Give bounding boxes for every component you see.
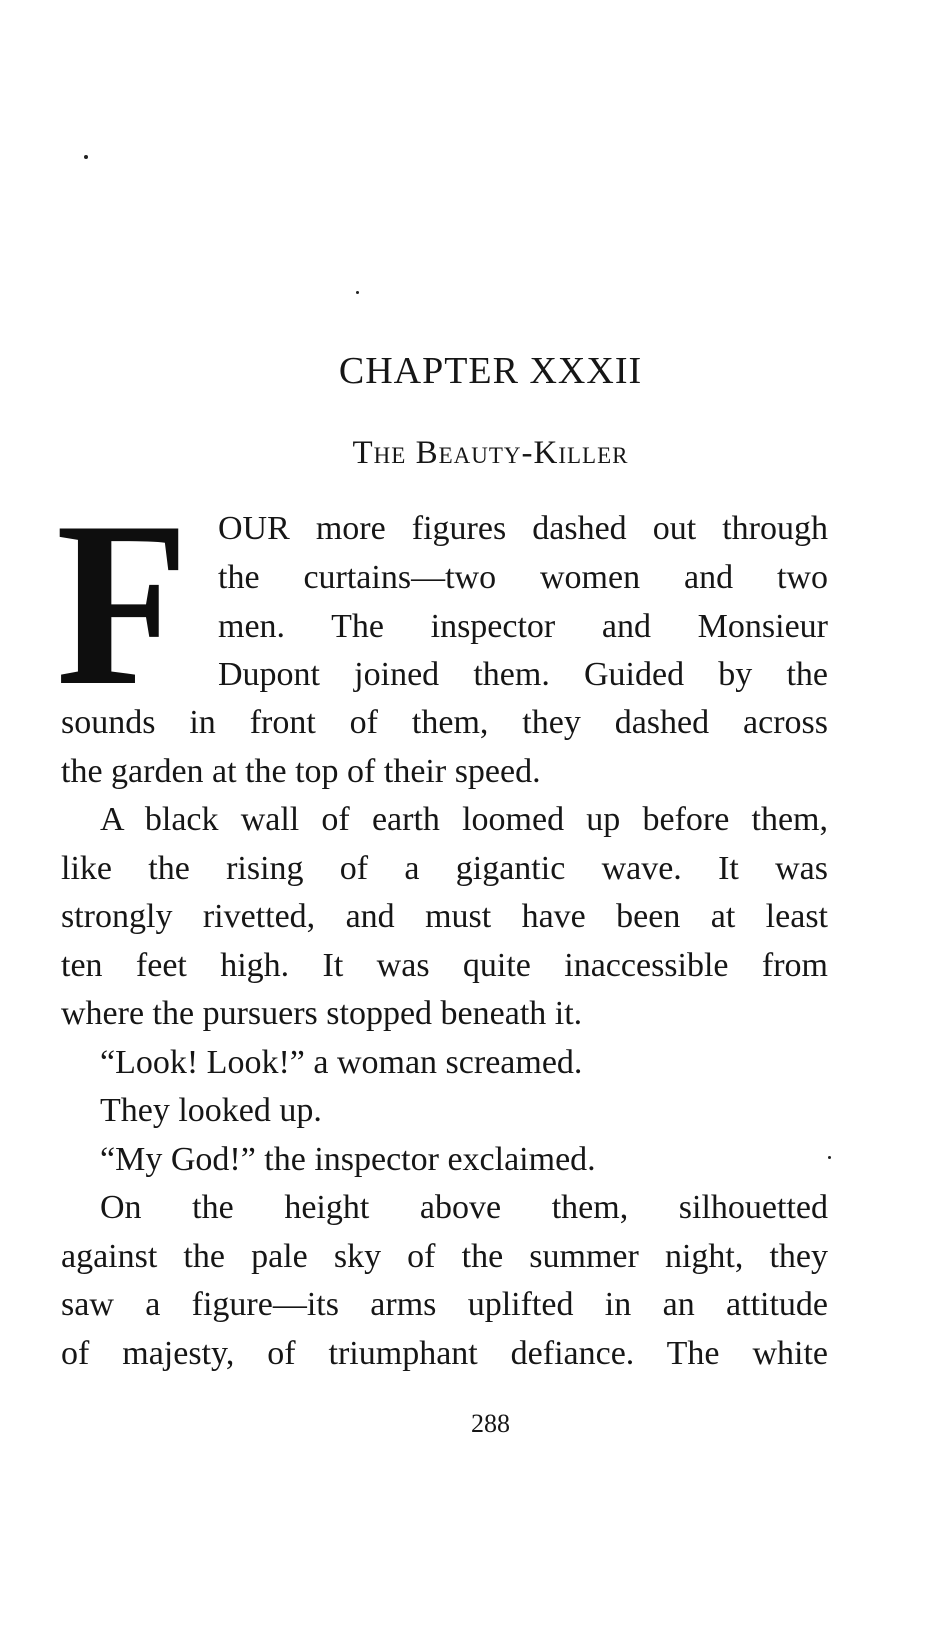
- chapter-heading: CHAPTER XXXII: [338, 350, 643, 392]
- page-number: 288: [471, 1409, 510, 1438]
- text-line: of majesty, of triumphant defiance. The white: [61, 1335, 828, 1372]
- text-line: On the height above them, silhouetted: [100, 1189, 828, 1226]
- text-line: Dupont joined them. Guided by the: [218, 656, 828, 693]
- text-line: the garden at the top of their speed.: [61, 753, 541, 790]
- text-line: ten feet high. It was quite inaccessible from: [61, 947, 828, 984]
- text-line: the curtains—two women and two: [218, 559, 828, 596]
- text-line: against the pale sky of the summer night, they: [61, 1238, 828, 1275]
- print-speck: [84, 155, 88, 159]
- text-line: “My God!” the inspector exclaimed.: [100, 1141, 596, 1178]
- drop-cap: F: [56, 474, 189, 735]
- text-line: They looked up.: [100, 1092, 322, 1129]
- print-speck: [828, 1156, 831, 1159]
- text-line: sounds in front of them, they dashed across: [61, 704, 828, 741]
- text-line: OUR more figures dashed out through: [218, 510, 828, 547]
- text-line: strongly rivetted, and must have been at least: [61, 898, 828, 935]
- text-line: like the rising of a gigantic wave. It was: [61, 850, 828, 887]
- text-line: “Look! Look!” a woman screamed.: [100, 1044, 583, 1081]
- print-speck: [356, 291, 359, 294]
- chapter-title: The Beauty-Killer: [352, 435, 629, 471]
- text-line: A black wall of earth loomed up before them,: [100, 801, 828, 838]
- text-line: saw a figure—its arms uplifted in an attitude: [61, 1286, 828, 1323]
- text-line: men. The inspector and Monsieur: [218, 608, 828, 645]
- text-line: where the pursuers stopped beneath it.: [61, 995, 583, 1032]
